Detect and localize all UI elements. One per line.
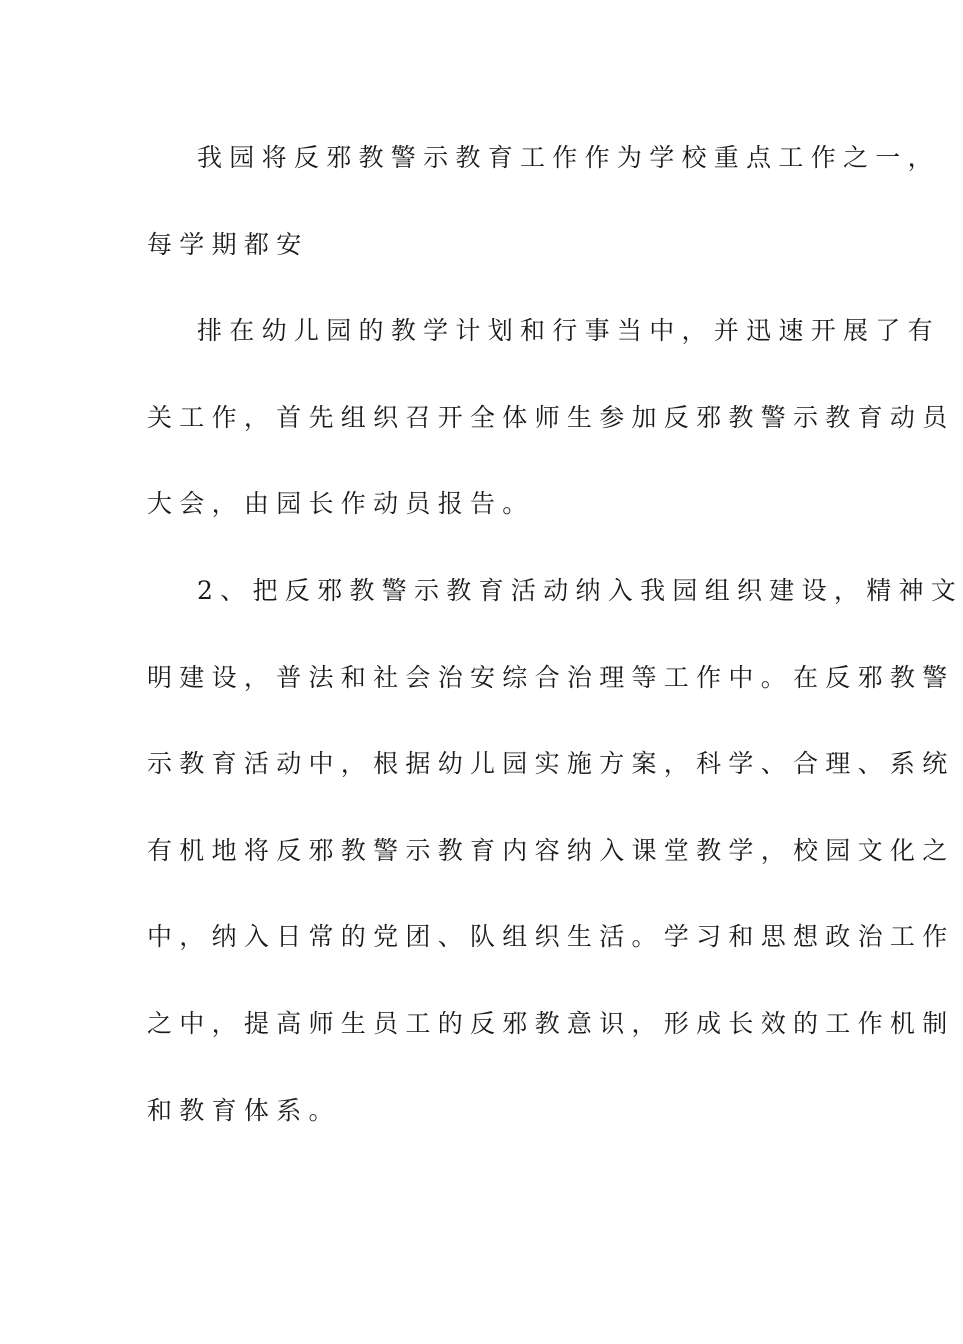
paragraph-line: 排在幼儿园的教学计划和行事当中，并迅速开展了有	[197, 316, 940, 346]
paragraph-line: 和教育体系。	[147, 1095, 341, 1125]
paragraph-line: 大会，由园长作动员报告。	[147, 489, 535, 519]
document-body	[147, 132, 963, 1171]
paragraph-line: 示教育活动中，根据幼儿园实施方案，科学、合理、系统	[147, 749, 955, 779]
paragraph-line: 2、把反邪教警示教育活动纳入我园组织建设，精神文	[197, 575, 963, 605]
paragraph-line: 有机地将反邪教警示教育内容纳入课堂教学，校园文化之	[147, 835, 955, 865]
paragraph-line: 每学期都安	[147, 229, 309, 259]
paragraph-line: 明建设，普法和社会治安综合治理等工作中。在反邪教警	[147, 662, 955, 692]
paragraph-line: 关工作，首先组织召开全体师生参加反邪教警示教育动员	[147, 402, 955, 432]
paragraph-line: 中，纳入日常的党团、队组织生活。学习和思想政治工作	[147, 922, 955, 952]
paragraph-line: 我园将反邪教警示教育工作作为学校重点工作之一，	[197, 143, 940, 172]
paragraph-line: 之中，提高师生员工的反邪教意识，形成长效的工作机制	[147, 1008, 955, 1038]
